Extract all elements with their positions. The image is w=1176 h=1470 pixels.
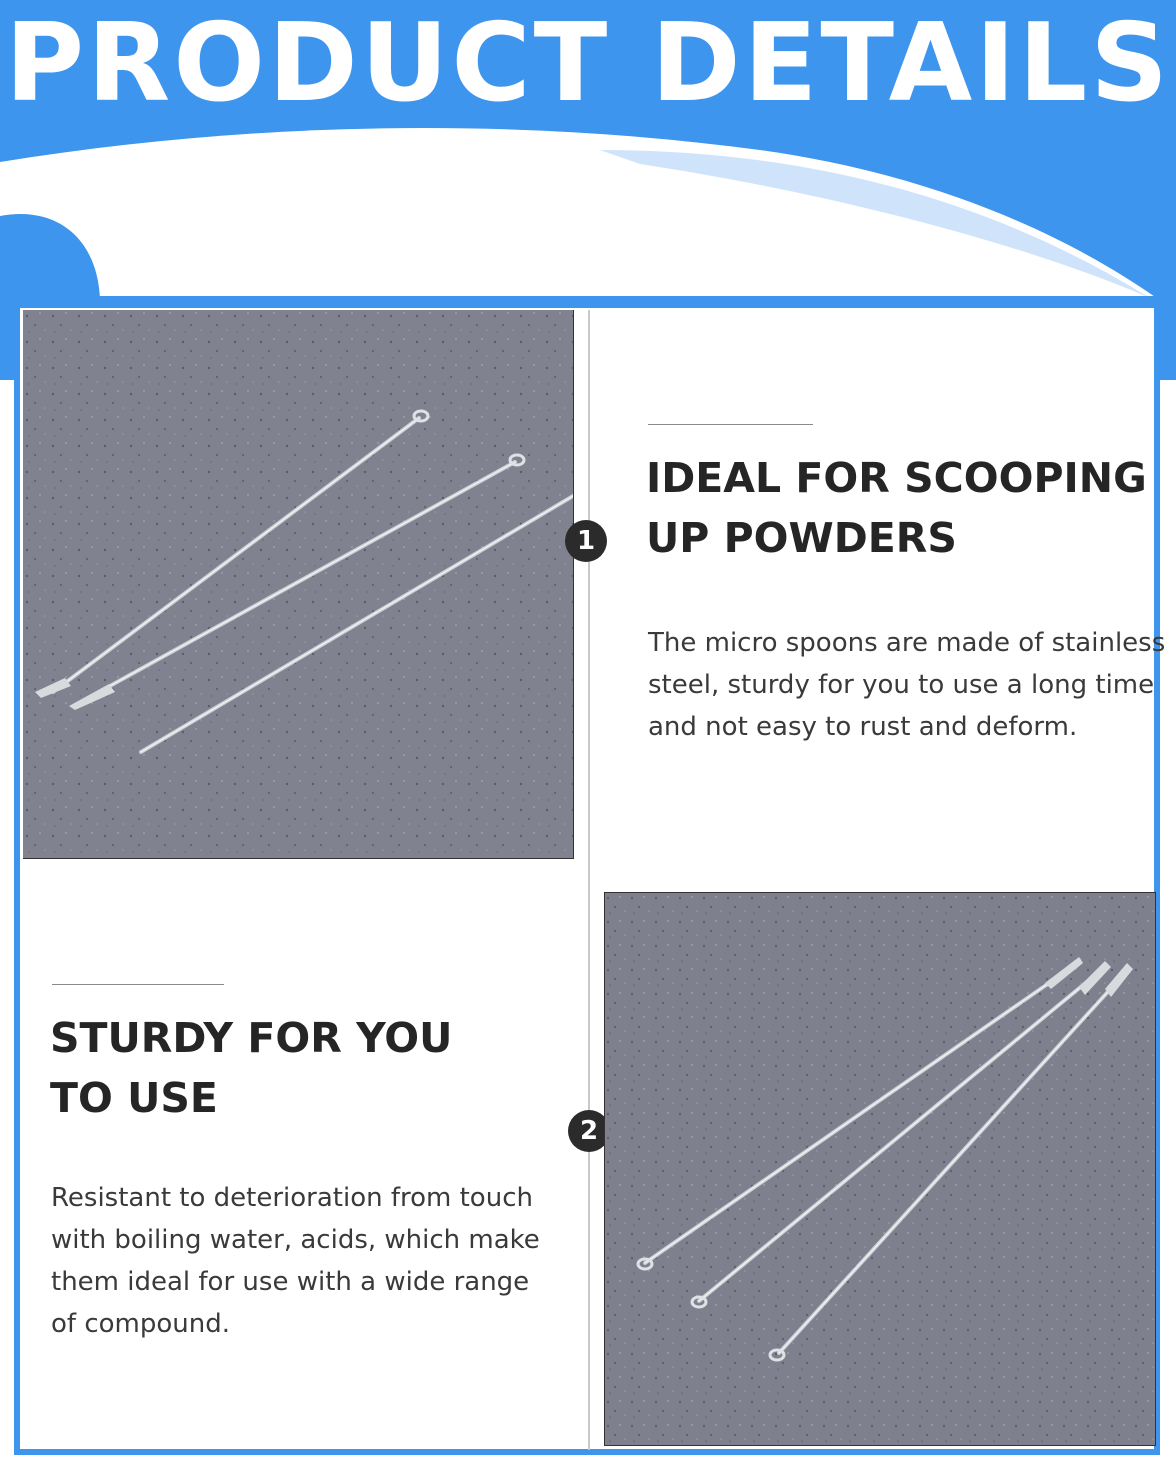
- description-line: them ideal for use with a wide range: [51, 1267, 530, 1297]
- center-divider: [588, 310, 590, 1450]
- heading-line: IDEAL FOR SCOOPING: [646, 454, 1147, 502]
- micro-spoons-photo: [605, 893, 1155, 1445]
- description-line: The micro spoons are made of stainless: [648, 628, 1166, 658]
- product-photo-1: [23, 310, 574, 859]
- description-line: steel, sturdy for you to use a long time: [648, 670, 1155, 700]
- heading-line: STURDY FOR YOU: [50, 1014, 453, 1062]
- page-title: PRODUCT DETAILS: [4, 1, 1172, 126]
- description-line: of compound.: [51, 1309, 230, 1339]
- description-line: with boiling water, acids, which make: [51, 1225, 540, 1255]
- product-photo-2: [604, 892, 1156, 1446]
- heading-line: TO USE: [50, 1074, 218, 1122]
- heading-line: UP POWDERS: [646, 514, 957, 562]
- step-number-badge: 1: [565, 520, 607, 562]
- feature-description: [648, 622, 1168, 748]
- feature-heading: [646, 448, 1147, 568]
- feature-description: [51, 1177, 571, 1345]
- description-line: and not easy to rust and deform.: [648, 712, 1078, 742]
- feature-heading: [50, 1008, 452, 1128]
- divider-rule: [52, 984, 224, 985]
- step-number-badge: 2: [568, 1110, 610, 1152]
- divider-rule: [648, 424, 813, 425]
- description-line: Resistant to deterioration from touch: [51, 1183, 533, 1213]
- micro-spoons-photo: [23, 310, 573, 858]
